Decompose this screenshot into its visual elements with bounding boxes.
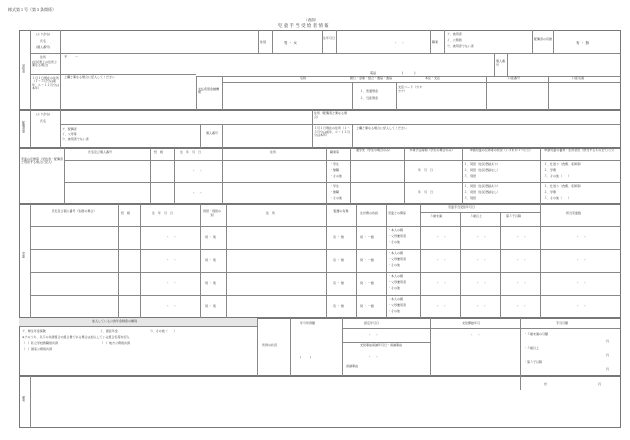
- bikou-section: [19, 376, 621, 428]
- child-header-birth: 生 年 月 日: [180, 150, 202, 154]
- applicant-side-label: 受給者: [21, 64, 26, 73]
- yokin-option-1: １．普通預金: [360, 89, 379, 93]
- jido-header-kankei: 児童との関係: [388, 211, 407, 215]
- jido-row3-kango: 有 ・ 無: [333, 281, 344, 285]
- kijun-same: 上欄と異なる場合に記入してください: [64, 75, 116, 79]
- shiten-header: 本店・支店: [425, 76, 441, 80]
- child-row1-seikei3: ３．その他（ ）: [544, 174, 572, 178]
- child-header-sotsugyo: 卒業予定時期（学生の場合のみ）: [409, 148, 455, 152]
- jusho-label: 住所: [40, 55, 47, 59]
- jido-header-3shi: 第３子以降: [506, 214, 522, 218]
- jido-header-name: 氏名及び個人番号（別居の場合）: [51, 209, 97, 213]
- furigana-label: (ふりがな): [36, 32, 51, 36]
- pension-option-3: ウ．その他（ ）: [150, 329, 177, 333]
- shikyu-date: ・ ・: [470, 333, 481, 337]
- shokyaku-date: ・ ・: [368, 355, 379, 359]
- kouza-label: 支払希望金融機関: [198, 87, 220, 95]
- child-header-tsugaku: 通学先（学生の場合のみ）: [355, 148, 392, 152]
- spouse-furigana: (ふりがな): [36, 112, 51, 116]
- teate-yen-3: 円: [606, 367, 610, 371]
- pension-sub-2: （ ）地方公務員共済: [100, 341, 131, 345]
- kouza-meigi-header: 口座名義: [572, 76, 585, 80]
- jido-header-jusho: 住 所: [266, 211, 276, 215]
- child-row1-opt1: ・学生: [330, 162, 340, 166]
- teate-label: 手当月額: [556, 321, 569, 325]
- pension-header: 加入している公的年金制度の種別: [92, 319, 138, 323]
- jido-row4-c: ・ ・: [516, 304, 527, 308]
- jido-header-3miman: ３歳未満: [430, 214, 443, 218]
- jido-section: [19, 204, 621, 318]
- jido-row4-kankei2: ・父母兼用者: [388, 303, 407, 307]
- jido-row3-c: ・ ・: [516, 281, 527, 285]
- child-header-name: 氏名及び個人番号: [88, 150, 113, 154]
- shimei-label: 氏名: [40, 39, 47, 43]
- jido-row2-date: ・ ・: [166, 258, 177, 262]
- child-header-seikei: 申請児童の養育・生計状況（該当するもの全てに○）: [544, 148, 616, 152]
- jido-header-birth: 生 年 月 日: [152, 211, 174, 215]
- denwa-label: 電話: [370, 71, 377, 75]
- child-row2-date: ・ ・: [192, 191, 203, 195]
- teate-yen-2: 円: [606, 353, 610, 357]
- jido-row4-d: ・ ・: [576, 304, 587, 308]
- child-row2-nengetsu: 年 月 日: [418, 190, 434, 194]
- jido-row2-a: ・ ・: [436, 258, 447, 262]
- jido-row4-b: ・ ・: [476, 304, 487, 308]
- haiguusha-value: 有 ・ 無: [576, 41, 590, 45]
- spouse-kojin: 個人番号: [206, 131, 219, 135]
- jido-row1-fuyo: 同 ・ 一緒: [360, 235, 374, 239]
- jido-row2-kankei3: ・その他: [388, 263, 401, 267]
- jido-header-zokugara: 続 柄: [121, 211, 131, 215]
- child-row2-yoiku2: ２．同居（住民登録なし）: [464, 190, 501, 194]
- child-row1-yoiku2: ２．同居（住民登録なし）: [464, 168, 501, 172]
- jido-header-fuyo: 生計費の負担: [360, 211, 379, 215]
- jido-row2-kankei1: ・本人の親: [388, 251, 404, 255]
- child-row2-opt3: ・その他: [330, 196, 343, 200]
- jido-row1-kankei2: ・父母兼用者: [388, 234, 407, 238]
- child-row1-nengetsu: 年 月 日: [418, 168, 434, 172]
- shokugyo-label: 職業: [432, 40, 439, 44]
- child-section-label: 児童の定維等（受給者・配偶者と別居する場合に記入）: [21, 157, 64, 165]
- bikou-label: 備考: [21, 396, 26, 402]
- kijunbi-label: １月１日現在の住所（１～５月分は前年、６～１２月分は本年）: [32, 76, 60, 91]
- jido-row4-a: ・ ・: [436, 304, 447, 308]
- jido-row1-date: ・ ・: [166, 235, 177, 239]
- child-row2-yoiku1: １．同居（住民登録あり）: [464, 184, 501, 188]
- jido-row3-kankei2: ・父母兼用者: [388, 280, 407, 284]
- jido-row4-kango: 有 ・ 無: [333, 304, 344, 308]
- jido-row4-doukyo: 同 ・ 別: [205, 304, 216, 308]
- child-row1-seikei1: １．仕送り（食費、家賃等）: [544, 162, 584, 166]
- jido-row3-a: ・ ・: [436, 281, 447, 285]
- child-header-yoiku: 申請児童の兄弟等の状況（いずれか１つに○）: [469, 148, 533, 152]
- postal-mark: 〒 －: [64, 55, 79, 59]
- enkutou-label: 消滅事由: [346, 364, 359, 368]
- teate-kei-yen: 円: [598, 382, 602, 386]
- child-row2-yoiku3: ３．別居: [464, 196, 477, 200]
- shokugyo-option-2: イ．公務員: [447, 38, 462, 42]
- jido-row4-fuyo: 同 ・ 一緒: [360, 304, 374, 308]
- jido-row2-b: ・ ・: [476, 258, 487, 262]
- applicant-section: [19, 30, 621, 110]
- seibetsu-label: 性別: [260, 40, 267, 44]
- jido-row2-fuyo: 同 ・ 一緒: [360, 258, 374, 262]
- haiguusha-label: 配偶者の有無: [534, 37, 553, 41]
- jido-row3-kankei3: ・その他: [388, 286, 401, 290]
- jido-header-3ijo: ３歳以上: [470, 214, 483, 218]
- kojinbango-label: 個人番号: [496, 59, 506, 67]
- spouse-status-2: イ．父母等: [62, 132, 77, 136]
- child-row2-seikei3: ３．その他（ ）: [544, 196, 572, 200]
- birth-date-dots: ・ ・: [394, 41, 405, 45]
- kinyu-header: 名称: [300, 76, 307, 80]
- jido-row2-c: ・ ・: [516, 258, 527, 262]
- jido-row3-d: ・ ・: [576, 281, 587, 285]
- jido-row1-kankei1: ・本人の親: [388, 228, 404, 232]
- teate-item-3: ・第３子以降: [524, 360, 543, 364]
- jido-row3-kankei1: ・本人の親: [388, 274, 404, 278]
- form-number: 様式第１号（第５条関係）: [8, 7, 56, 12]
- shotoku-paren: ( ): [300, 355, 312, 359]
- jido-row2-doukyo: 同 ・ 別: [205, 258, 216, 262]
- child-status-section: [19, 148, 621, 204]
- pension-option-2: イ．国民年金: [100, 329, 118, 333]
- jusho-sub-label: (住民票上の住所と異なる場合): [32, 60, 58, 68]
- pension-sub-3: （ ）国家公務員共済: [22, 347, 53, 351]
- child-header-jusho: 住所: [270, 150, 277, 154]
- spouse-kijun-label: １月１日現在の住所（１～５月分は前年、６～１２月分は本年）: [314, 126, 351, 137]
- jido-row3-b: ・ ・: [476, 281, 487, 285]
- jido-header-kango: 監護の有無: [333, 209, 349, 213]
- jido-row2-d: ・ ・: [576, 258, 587, 262]
- jido-side-label: 児童: [21, 252, 26, 258]
- spouse-shimei: 氏名: [40, 119, 47, 123]
- teate-item-2: ・３歳以上: [524, 346, 540, 350]
- pension-option-1: ア．厚生年金保険: [22, 329, 46, 333]
- jido-row3-date: ・ ・: [166, 281, 177, 285]
- jido-header-count: 該当児童数: [566, 211, 582, 215]
- jido-row3-doukyo: 同 ・ 別: [205, 281, 216, 285]
- denwa-paren: ( ): [402, 71, 416, 75]
- pension-sub-1: （ ）私立学校教職員共済: [22, 341, 59, 345]
- child-row1-yoiku1: １．同居（住民登録あり）: [464, 162, 501, 166]
- teate-yen-1: 円: [606, 339, 610, 343]
- jido-row1-kango: 有 ・ 無: [333, 235, 344, 239]
- seibetsu-value: 男 ・ 女: [284, 41, 298, 45]
- shikyu-label: 支給開始年月: [462, 321, 481, 325]
- jido-row4-date: ・ ・: [166, 304, 177, 308]
- jido-row1-kankei3: ・その他: [388, 240, 401, 244]
- child-row2-seikei1: １．仕送り（食費、家賃等）: [544, 184, 584, 188]
- shiten-code-label: 支店コード（カタカナ）: [398, 85, 423, 93]
- shisetsu-label: 所得の状況: [262, 343, 278, 347]
- kinyu-types: 銀行・金庫・組合・農協・漁協: [350, 76, 393, 80]
- child-header-zokugara: 続 柄: [154, 150, 164, 154]
- jido-header-jukyu: 児童手当受給年月日: [448, 205, 476, 209]
- shotoku-label: 年分所得額: [300, 321, 316, 325]
- kojin-label: (個人番号): [36, 45, 51, 49]
- kouza-type-header: 口座番号: [508, 76, 521, 80]
- seinengappi-label: 生年月日: [323, 36, 336, 40]
- shokugyo-option-3: ウ．被用者でない者: [447, 44, 474, 48]
- child-header-shokugyo: 職業等: [330, 150, 340, 154]
- jido-row4-kankei3: ・その他: [388, 309, 401, 313]
- omote-label: （表面）: [304, 18, 319, 22]
- child-row2-opt2: ・無職: [330, 190, 340, 194]
- spouse-status-1: ア．配偶者: [62, 127, 77, 131]
- jido-row4-kankei1: ・本人の親: [388, 297, 404, 301]
- jido-row1-d: ・ ・: [576, 235, 587, 239]
- spouse-kijun-same: 上欄と異なる場合に記入してください: [356, 126, 408, 130]
- teate-item-1: ・３歳未満の月額: [524, 332, 549, 336]
- form-title: 児 童 手 当 受 給 者 情 報: [278, 24, 329, 29]
- shokyaku-label: 支給事由消滅年月日・消滅事由: [359, 343, 402, 347]
- child-row1-date: ・ ・: [192, 169, 203, 173]
- nintei-date: ・ ・: [368, 333, 379, 337]
- jido-row1-c: ・ ・: [516, 235, 527, 239]
- jido-row3-fuyo: 同 ・ 一緒: [360, 281, 374, 285]
- spouse-status-3: ウ．被用者でない者: [62, 137, 89, 141]
- nintei-label: 認定年月日: [364, 321, 380, 325]
- child-row2-seikei2: ２．学費: [544, 190, 557, 194]
- spouse-side-label: 配偶者等: [21, 121, 26, 133]
- jido-row1-doukyo: 同 ・ 別: [205, 235, 216, 239]
- child-row1-seikei2: ２．学費: [544, 168, 557, 172]
- shokugyo-option-1: ア．被用者: [447, 32, 462, 36]
- jido-header-doukyo: 同居・別居の別: [202, 209, 221, 217]
- teate-kei: 計: [544, 382, 548, 386]
- child-row1-yoiku3: ３．別居: [464, 174, 477, 178]
- jido-row1-b: ・ ・: [476, 235, 487, 239]
- jido-row2-kango: 有 ・ 無: [333, 258, 344, 262]
- child-row1-opt3: ・その他: [330, 174, 343, 178]
- jido-row2-kankei2: ・父母兼用者: [388, 257, 407, 261]
- jido-row1-a: ・ ・: [436, 235, 447, 239]
- child-row1-opt2: ・無職: [330, 168, 340, 172]
- child-row2-opt1: ・学生: [330, 184, 340, 188]
- yokin-option-2: ２．当座預金: [360, 96, 379, 100]
- spouse-jusho-label: 住所（配偶者と異なる場合）: [314, 111, 348, 119]
- pension-note: ※アのうち、以下の共済組合の組合員である場合は加入している組合名等を記入: [22, 335, 130, 339]
